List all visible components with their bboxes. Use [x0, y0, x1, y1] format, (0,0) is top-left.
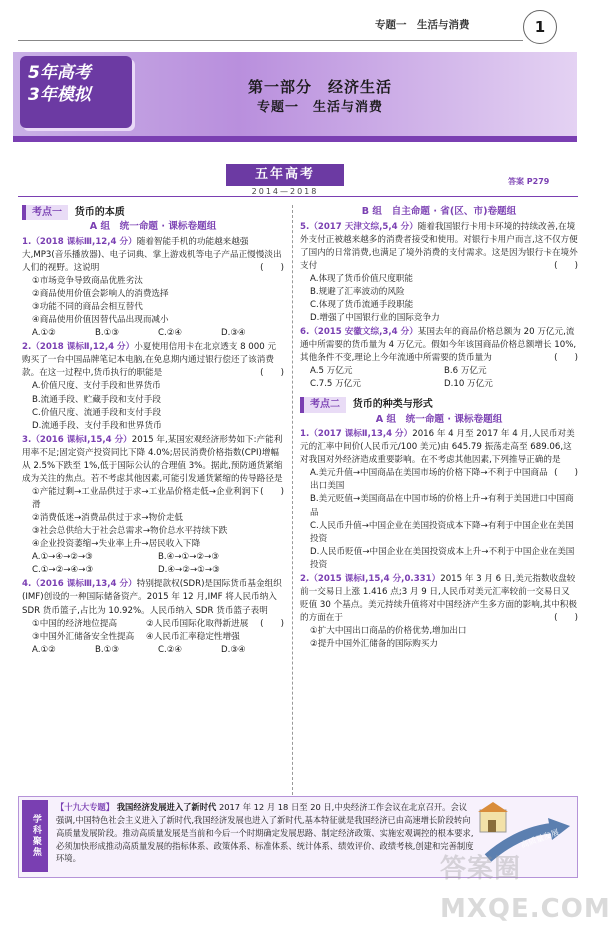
choice: C.7.5 万亿元: [310, 379, 361, 390]
question-source: 1.（2017 课标Ⅱ,13,4 分）: [300, 429, 413, 440]
question-8: [300, 573, 578, 625]
question-text: 随着智能手机的功能越来越强大,MP3(音乐播放器)、电子词典、掌上游戏机等电子产品正慢慢淡出人们的视野。这说明: [22, 236, 282, 273]
question-source: 2.（2015 课标Ⅰ,15,4 分,0.331）: [300, 573, 441, 584]
option: ②商品使用价值会影响人的消费选择: [32, 289, 169, 300]
illus-label: 高质量发展: [519, 827, 561, 850]
choice: B.6 万亿元: [444, 366, 487, 377]
option: ①市场竞争导致商品优胜劣汰: [32, 275, 143, 286]
left-column: [22, 205, 284, 657]
watermark: 答案圈 MXQE.COM: [440, 854, 611, 924]
option: ①中国的经济地位提高: [32, 618, 118, 629]
option: ③社会总供给大于社会总需求→物价总水平持续下跌: [32, 526, 228, 537]
option: C.体现了货币流通手段职能: [310, 299, 414, 310]
option: C.价值尺度、流通手段和支付手段: [32, 407, 162, 418]
choice: D.③④: [221, 644, 246, 655]
logo-line1: 5年高考: [28, 63, 91, 83]
option: D.增强了中国银行业的国际竞争力: [310, 313, 440, 324]
question-text: 特别提款权(SDR)是国际货币基金组织(IMF)创设的一种国际储备资产。2015 年 12 月,IMF 将人民币纳入 SDR 货币篮子,占比为 10.92%。人民币纳入 SDR 货币篮子表明: [22, 579, 282, 616]
brand-logo: [20, 56, 132, 128]
option: ②提升中国外汇储备的国际购买力: [310, 639, 439, 650]
point-heading: [22, 205, 284, 220]
feature-body: 2017 年 12 月 18 日至 20 日,中央经济工作会议在北京召开。会议强调,中国特色社会主义进入了新时代,我国经济发展也进入了新时代,基本特征就是我国经济已由高速增长阶段转向高质量发展阶段。推动高质量发展是当前和今后一个时期确定发展思路、制定经济政策、实施宏观调控的根本要求,必须加快形成推动高质量发展的指标体系、政策体系、标准体系、统计体系、绩效评价、政绩考核,创建和完善制度环境。: [56, 802, 474, 864]
section-label: 五年高考: [226, 164, 344, 186]
option: ④人民币汇率稳定性增强: [146, 631, 240, 642]
point-title: 货币的种类与形式: [352, 399, 433, 411]
choice: D.④→②→①→③: [158, 565, 220, 576]
option: B.规避了汇率波动的风险: [310, 286, 405, 297]
option: B.美元贬值→美国商品在中国市场的价格上升→有利于美国进口中国商品: [310, 494, 574, 518]
answer-blank: ( ): [554, 353, 578, 364]
point-tag: 考点二: [300, 397, 346, 412]
logo-line2: 3年模拟: [28, 85, 91, 105]
right-column: [300, 205, 578, 651]
choice: A.5 万亿元: [310, 366, 353, 377]
point-tag: 考点一: [22, 205, 68, 220]
question-7: [300, 428, 578, 479]
choice: A.①→④→②→③: [32, 552, 93, 563]
choice-row: [22, 327, 284, 340]
running-header: 专题一 生活与消费: [375, 19, 470, 31]
answer-blank: ( ): [260, 618, 284, 629]
question-6: [300, 326, 578, 365]
feature-side-label: 学科聚焦: [22, 800, 48, 872]
option: C.人民币升值→中国企业在美国投资成本下降→有利于中国企业在美国投资: [310, 520, 574, 544]
part-title: 第一部分 经济生活: [247, 78, 392, 96]
question-text: 某国去年的商品价格总额为 20 万亿元,流通中所需要的货币量为 4 万亿元。假如今年该国商品价格总额增长 10%,其他条件不变,理论上今年流通中所需要的货币量为: [300, 327, 577, 364]
question-3: [22, 434, 284, 497]
question-source: 3.（2016 课标Ⅰ,15,4 分）: [22, 434, 132, 445]
option: ①扩大中国出口商品的价格优势,增加出口: [310, 626, 467, 637]
option: A.价值尺度、支付手段和世界货币: [32, 381, 161, 392]
question-text: 随着我国银行卡用卡环境的持续改善,在境外支付正被越来越多的消费者接受和使用。对银行卡用户而言,这不仅方便了国内的日常消费,也满足了境外消费的支付需求。这是因为银行卡在境外支付: [300, 221, 578, 271]
group-heading-a: A 组 统一命题 · 课标卷题组: [89, 221, 217, 233]
feature-title: 我国经济发展进入了新时代: [116, 802, 217, 812]
question-text: 2015 年,某国宏观经济形势如下:产能利用率不足;固定资产投资同比下降 4.0%;居民消费价格指数(CPI)增幅从 2.5%下跌至 1%,低于国际公认的合理值 3%。据此,预防通货紧缩成为关注的焦点。若不考虑其他因素,可能引发通货紧缩的传导路径是: [22, 434, 283, 484]
banner-stripe: [13, 136, 577, 142]
point-title: 货币的本质: [74, 207, 125, 218]
option: D.人民币贬值→中国企业在美国投资成本上升→不利于中国企业在美国投资: [310, 546, 575, 570]
option: A.体现了货币价值尺度职能: [310, 273, 413, 284]
choice: D.③④: [221, 328, 246, 339]
choice: A.①②: [32, 644, 56, 655]
group-heading-a2: A 组 统一命题 · 课标卷题组: [375, 413, 503, 425]
choice-row: [22, 644, 284, 657]
question-source: 6.（2015 安徽文综,3,4 分）: [300, 327, 418, 338]
question-source: 2.（2018 课标Ⅱ,12,4 分）: [22, 342, 135, 353]
choice: A.①②: [32, 328, 56, 339]
point-heading-2: [300, 397, 578, 412]
section-rule: [18, 196, 578, 197]
question-text: 小夏使用信用卡在北京透支 8 000 元购买了一台中国品牌笔记本电脑,在免息期内通过银行偿还了该消费款。在这一过程中,货币执行的职能是: [22, 342, 277, 379]
answer-reference: 答案 P279: [508, 177, 550, 186]
feature-text: [56, 801, 474, 865]
choice: D.10 万亿元: [444, 379, 493, 390]
option: ③中国外汇储备安全性提高: [32, 631, 135, 642]
answer-blank: ( ): [260, 486, 284, 497]
column-divider: [292, 205, 293, 795]
question-text: 2015 年 3 月 6 日,美元指数收盘较前一交易日上涨 1.416 点;3 月 9 日,人民币对美元汇率较前一交易日又贬值 30 个基点。美元持续升值将对中国经济产生多方面的影响,其中积极的方面在于: [300, 573, 577, 624]
choice: B.④→①→②→③: [158, 552, 220, 563]
choice: B.①③: [95, 644, 120, 655]
choice: C.①→②→④→③: [32, 565, 94, 576]
question-5: [300, 221, 578, 273]
header-rule: [18, 40, 523, 41]
choice: C.②④: [158, 328, 183, 339]
answer-blank: ( ): [260, 368, 284, 379]
choice: C.②④: [158, 644, 183, 655]
option: ①产能过剩→工业品供过于求→工业品价格走低→企业利润下滑: [32, 486, 259, 511]
choice-row: [22, 551, 284, 577]
feature-tag: 【十九大专题】: [56, 802, 115, 812]
choice-grid: [300, 365, 578, 391]
option: ②消费低迷→消费品供过于求→物价走低: [32, 513, 184, 524]
answer-blank: ( ): [260, 262, 284, 273]
answer-blank: ( ): [554, 468, 578, 479]
option: D.流通手段、支付手段和世界货币: [32, 420, 162, 431]
group-heading-b: B 组 自主命题 · 省(区、市)卷题组: [361, 206, 517, 217]
option: ③功能不同的商品会相互替代: [32, 302, 143, 313]
page-number: 1: [523, 10, 557, 44]
option: ④商品使用价值因替代品出现而减小: [32, 315, 169, 326]
option-grid: [22, 618, 260, 644]
question-2: [22, 341, 284, 380]
question-source: 5.（2017 天津文综,5,4 分）: [300, 221, 418, 232]
topic-title: 专题一 生活与消费: [256, 100, 383, 115]
question-source: 1.（2018 课标Ⅲ,12,4 分）: [22, 236, 137, 247]
option: A.美元升值→中国商品在美国市场的价格下降→不利于中国商品出口美国: [310, 468, 548, 492]
year-range: 2014—2018: [251, 187, 319, 196]
option: B.流通手段、贮藏手段和支付手段: [32, 394, 161, 405]
option: ②人民币国际化取得新进展: [146, 618, 249, 629]
choice: B.①③: [95, 328, 120, 339]
question-1: [22, 236, 284, 275]
option: ④企业投资萎缩→失业率上升→居民收入下降: [32, 539, 201, 550]
question-source: 4.（2016 课标Ⅲ,13,4 分）: [22, 579, 137, 590]
answer-blank: ( ): [554, 260, 578, 271]
answer-blank: ( ): [554, 613, 578, 624]
question-text: 2016 年 4 月至 2017 年 4 月,人民币对美元的汇率中间价(人民币元/100 美元)由 645.79 振荡走高至 689.06,这对我国对外经济造成重要影响。在不考虑其他因素,下列推导正确的是: [300, 429, 575, 466]
